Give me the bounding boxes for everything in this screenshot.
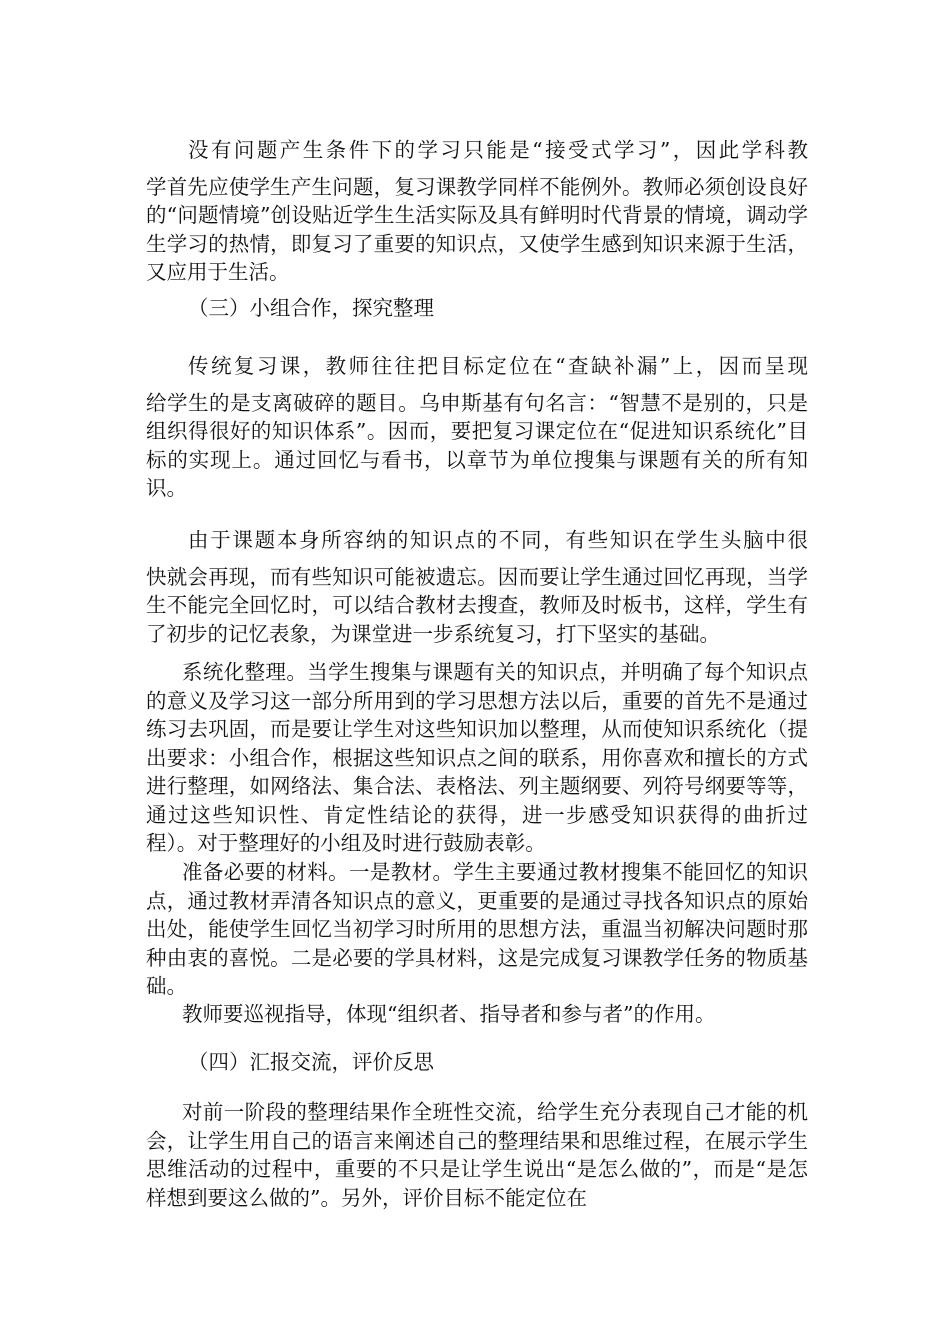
paragraph-knowledge-recall <box>146 526 808 648</box>
paragraph-systematic-organization: 系统化整理。当学生搜集与课题有关的知识点，并明确了每个知识点的意义及学习这一部分所用到的学习思想方法以后，重要的首先不是通过练习去巩固，而是要让学生对这些知识加以整理，从而使知识系统化（提出要求：小组合作，根据这些知识点之间的联系，用你喜欢和擅长的方式进行整理，如网络法、集合法、表格法、列主题纲要、列符号纲要等等，通过这些知识性、肯定性结论的获得，进一步感受知识获得的曲折过程）。对于整理好的小组及时进行鼓励表彰。 <box>146 660 808 855</box>
paragraph-class-exchange: 对前一阶段的整理结果作全班性交流，给学生充分表现自己才能的机会，让学生用自己的语言来阐述自己的整理结果和思维过程，在展示学生思维活动的过程中，重要的不只是让学生说出“是怎么做的”，而是“是怎样想到要这么做的”。另外，评价目标不能定位在 <box>146 1100 808 1210</box>
paragraph-teacher-guidance: 教师要巡视指导，体现“组织者、指导者和参与者”的作用。 <box>182 1002 716 1026</box>
paragraph-prepare-materials: 准备必要的材料。一是教材。学生主要通过教材搜集不能回忆的知识点，通过教材弄清各知识点的意义，更重要的是通过寻找各知识点的原始出处，能使学生回忆当初学习时所用的思想方法，重温当初解决问题时那种由衷的喜悦。二是必要的学具材料，这是完成复习课教学任务的物质基础。 <box>146 860 808 998</box>
paragraph-body: 快就会再现，而有些知识可能被遗忘。因而要让学生通过回忆再现，当学生不能完全回忆时，可以结合教材去搜查，教师及时板书，这样，学生有了初步的记忆表象，为课堂进一步系统复习，打下坚实的基础。 <box>146 564 808 646</box>
paragraph-body: 学首先应使学生产生问题，复习课教学同样不能例外。教师必须创设良好的“问题情境”创设贴近学生生活实际及具有鲜明时代背景的情境，调动学生学习的热情，即复习了重要的知识点，又使学生感到知识来源于生活，又应用于生活。 <box>146 174 808 284</box>
paragraph-problem-situation <box>146 136 808 287</box>
paragraph-first-line: 没有问题产生条件下的学习只能是“接受式学习”，因此学科教 <box>188 138 808 162</box>
paragraph-first-line: 传统复习课，教师往往把目标定位在“查缺补漏”上，因而呈现 <box>188 354 808 378</box>
paragraph-body: 给学生的是支离破碎的题目。乌申斯基有句名言：“智慧不是别的，只是组织得很好的知识体系”。因而，要把复习课定位在“促进知识系统化”目标的实现上。通过回忆与看书，以章节为单位搜集与课题有关的所有知识。 <box>146 390 808 500</box>
paragraph-first-line: 由于课题本身所容纳的知识点的不同，有些知识在学生头脑中很 <box>188 528 808 552</box>
paragraph-traditional-review <box>146 352 808 503</box>
section-heading-group-cooperation: （三）小组合作，探究整理 <box>188 296 434 320</box>
section-heading-report-exchange: （四）汇报交流，评价反思 <box>188 1050 434 1074</box>
